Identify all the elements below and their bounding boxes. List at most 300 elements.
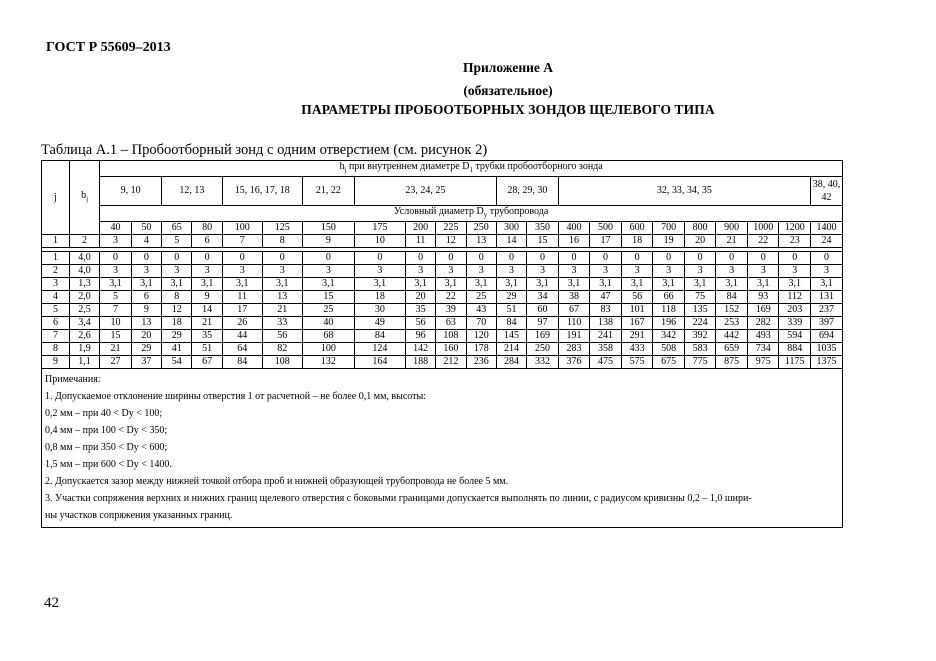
row-bj: 1,3 <box>69 278 99 291</box>
hj-value: 3,1 <box>558 278 590 291</box>
row-j: 3 <box>42 278 70 291</box>
table-row <box>42 265 843 278</box>
hj-value: 3,1 <box>405 278 435 291</box>
hj-value: 3,1 <box>684 278 716 291</box>
pipeline-diameter: 50 <box>131 222 161 235</box>
hj-value: 0 <box>262 252 302 265</box>
hj-value: 15 <box>302 291 354 304</box>
hj-value: 64 <box>222 343 262 356</box>
hj-value: 3,1 <box>100 278 132 291</box>
hj-value: 1175 <box>779 356 811 369</box>
hj-value: 3,1 <box>779 278 811 291</box>
hj-value: 51 <box>192 343 222 356</box>
hj-value: 142 <box>405 343 435 356</box>
row-bj: 2,6 <box>69 330 99 343</box>
hj-value: 49 <box>354 317 405 330</box>
hj-value: 124 <box>354 343 405 356</box>
hj-value: 0 <box>653 252 685 265</box>
hj-value: 60 <box>527 304 559 317</box>
inner-diameter-group: 21, 22 <box>302 177 354 206</box>
hj-value: 291 <box>621 330 653 343</box>
hj-value: 875 <box>716 356 748 369</box>
hj-value: 975 <box>747 356 779 369</box>
hj-value: 3 <box>747 265 779 278</box>
row-bj: 1,1 <box>69 356 99 369</box>
hj-value: 35 <box>405 304 435 317</box>
hj-value: 29 <box>162 330 192 343</box>
pipeline-diameter: 300 <box>496 222 526 235</box>
hj-value: 188 <box>405 356 435 369</box>
hj-value: 39 <box>436 304 466 317</box>
hj-value: 83 <box>590 304 622 317</box>
hj-value: 132 <box>302 356 354 369</box>
hj-value: 0 <box>527 252 559 265</box>
inner-diameter-group: 15, 16, 17, 18 <box>222 177 302 206</box>
hj-value: 3 <box>162 265 192 278</box>
hj-value: 43 <box>466 304 496 317</box>
hj-value: 3 <box>811 265 843 278</box>
column-index: 16 <box>558 235 590 248</box>
hj-value: 108 <box>436 330 466 343</box>
hj-value: 14 <box>192 304 222 317</box>
hj-value: 3,1 <box>262 278 302 291</box>
hj-value: 21 <box>262 304 302 317</box>
hj-value: 54 <box>162 356 192 369</box>
column-index: 9 <box>302 235 354 248</box>
column-index: 1 <box>42 235 70 248</box>
hj-value: 493 <box>747 330 779 343</box>
hj-value: 237 <box>811 304 843 317</box>
hj-value: 75 <box>684 291 716 304</box>
pipeline-diameter: 100 <box>222 222 262 235</box>
pipeline-diameter: 900 <box>716 222 748 235</box>
hj-value: 433 <box>621 343 653 356</box>
hj-value: 3 <box>131 265 161 278</box>
dy-header: Условный диаметр $D_y$ трубопровода <box>100 206 843 222</box>
hj-value: 3 <box>436 265 466 278</box>
hj-value: 253 <box>716 317 748 330</box>
hj-value: 3 <box>527 265 559 278</box>
column-index: 18 <box>621 235 653 248</box>
hj-value: 0 <box>716 252 748 265</box>
hj-value: 3 <box>405 265 435 278</box>
hj-value: 6 <box>131 291 161 304</box>
hj-value: 18 <box>162 317 192 330</box>
hj-value: 3 <box>302 265 354 278</box>
hj-value: 56 <box>405 317 435 330</box>
note-line: ны участков сопряжения указанных границ. <box>45 510 233 521</box>
hj-value: 169 <box>527 330 559 343</box>
hj-value: 56 <box>262 330 302 343</box>
hj-value: 3,1 <box>436 278 466 291</box>
hj-value: 20 <box>131 330 161 343</box>
hj-value: 135 <box>684 304 716 317</box>
hj-value: 734 <box>747 343 779 356</box>
note-line: 0,4 мм – при 100 < Dy < 350; <box>45 425 168 436</box>
row-j: 7 <box>42 330 70 343</box>
hj-value: 25 <box>466 291 496 304</box>
hj-value: 160 <box>436 343 466 356</box>
hj-value: 3,1 <box>527 278 559 291</box>
column-index: 11 <box>405 235 435 248</box>
hj-value: 3 <box>653 265 685 278</box>
hj-value: 63 <box>436 317 466 330</box>
hj-value: 3 <box>262 265 302 278</box>
hj-value: 3,1 <box>811 278 843 291</box>
hj-value: 3,1 <box>653 278 685 291</box>
table-row <box>42 343 843 356</box>
column-index: 12 <box>436 235 466 248</box>
hj-value: 0 <box>354 252 405 265</box>
header-row-hj <box>42 161 843 177</box>
hj-value: 12 <box>162 304 192 317</box>
hj-value: 3,1 <box>621 278 653 291</box>
hj-value: 21 <box>192 317 222 330</box>
hj-value: 3,1 <box>162 278 192 291</box>
hj-value: 203 <box>779 304 811 317</box>
hj-value: 3 <box>621 265 653 278</box>
note-line: 1. Допускаемое отклонение ширины отверстия 1 от расчетной – не более 0,1 мм, высоты: <box>45 391 427 402</box>
table-row <box>42 304 843 317</box>
column-index: 6 <box>192 235 222 248</box>
hj-value: 3 <box>192 265 222 278</box>
hj-value: 0 <box>302 252 354 265</box>
hj-value: 30 <box>354 304 405 317</box>
pipeline-diameter: 700 <box>653 222 685 235</box>
hj-value: 3 <box>100 265 132 278</box>
hj-value: 47 <box>590 291 622 304</box>
hj-value: 9 <box>131 304 161 317</box>
hj-value: 101 <box>621 304 653 317</box>
hj-value: 0 <box>436 252 466 265</box>
row-bj: 2,5 <box>69 304 99 317</box>
hj-value: 131 <box>811 291 843 304</box>
hj-value: 3,1 <box>131 278 161 291</box>
hj-value: 594 <box>779 330 811 343</box>
row-j: 9 <box>42 356 70 369</box>
hj-value: 84 <box>716 291 748 304</box>
index-row <box>42 235 843 248</box>
hj-value: 97 <box>527 317 559 330</box>
table-row <box>42 330 843 343</box>
hj-value: 67 <box>558 304 590 317</box>
hj-value: 0 <box>811 252 843 265</box>
hj-value: 0 <box>590 252 622 265</box>
column-index: 10 <box>354 235 405 248</box>
hj-value: 18 <box>354 291 405 304</box>
hj-value: 583 <box>684 343 716 356</box>
column-index: 5 <box>162 235 192 248</box>
hj-value: 3,1 <box>716 278 748 291</box>
hj-value: 3,1 <box>192 278 222 291</box>
hj-value: 93 <box>747 291 779 304</box>
notes-row <box>42 369 843 528</box>
hj-value: 8 <box>162 291 192 304</box>
hj-value: 392 <box>684 330 716 343</box>
hj-value: 212 <box>436 356 466 369</box>
pipeline-diameter: 225 <box>436 222 466 235</box>
hj-value: 21 <box>100 343 132 356</box>
hj-value: 196 <box>653 317 685 330</box>
hj-value: 33 <box>262 317 302 330</box>
hj-value: 0 <box>684 252 716 265</box>
column-index: 13 <box>466 235 496 248</box>
hj-value: 884 <box>779 343 811 356</box>
hj-value: 775 <box>684 356 716 369</box>
hj-value: 67 <box>192 356 222 369</box>
hj-value: 22 <box>436 291 466 304</box>
row-j: 4 <box>42 291 70 304</box>
appendix-heading: ПАРАМЕТРЫ ПРОБООТБОРНЫХ ЗОНДОВ ЩЕЛЕВОГО ТИПА <box>301 102 715 117</box>
pipeline-diameter: 250 <box>466 222 496 235</box>
pipeline-diameter: 125 <box>262 222 302 235</box>
hj-value: 167 <box>621 317 653 330</box>
hj-value: 339 <box>779 317 811 330</box>
standard-code: ГОСТ Р 55609–2013 <box>46 40 171 55</box>
hj-value: 7 <box>100 304 132 317</box>
hj-value: 178 <box>466 343 496 356</box>
pipeline-diameter: 40 <box>100 222 132 235</box>
appendix-title: Приложение А <box>462 60 554 75</box>
hj-value: 0 <box>192 252 222 265</box>
row-j: 2 <box>42 265 70 278</box>
hj-value: 0 <box>747 252 779 265</box>
inner-diameter-group: 32, 33, 34, 35 <box>558 177 810 206</box>
hj-value: 694 <box>811 330 843 343</box>
pipeline-diameter: 350 <box>527 222 559 235</box>
hj-value: 3 <box>354 265 405 278</box>
row-j: 6 <box>42 317 70 330</box>
hj-value: 236 <box>466 356 496 369</box>
hj-value: 20 <box>405 291 435 304</box>
column-index: 2 <box>69 235 99 248</box>
hj-value: 659 <box>716 343 748 356</box>
table-notes <box>42 369 843 528</box>
hj-value: 250 <box>527 343 559 356</box>
header-row-diameters <box>42 222 843 235</box>
hj-value: 9 <box>192 291 222 304</box>
hj-value: 575 <box>621 356 653 369</box>
hj-value: 0 <box>405 252 435 265</box>
column-index: 3 <box>100 235 132 248</box>
hj-header: $h_j$ при внутреннем диаметре $D_1$ трубки пробоотборного зонда <box>100 161 843 177</box>
column-index: 23 <box>779 235 811 248</box>
hj-value: 3 <box>496 265 526 278</box>
hj-value: 10 <box>100 317 132 330</box>
hj-value: 0 <box>621 252 653 265</box>
hj-value: 29 <box>496 291 526 304</box>
hj-value: 0 <box>222 252 262 265</box>
hj-value: 284 <box>496 356 526 369</box>
hj-value: 3,1 <box>222 278 262 291</box>
row-bj: 2,0 <box>69 291 99 304</box>
note-line: 0,2 мм – при 40 < Dy < 100; <box>45 408 163 419</box>
hj-value: 397 <box>811 317 843 330</box>
inner-diameter-group: 23, 24, 25 <box>354 177 496 206</box>
notes-title: Примечания: <box>45 374 101 385</box>
column-j-header: j <box>42 161 70 235</box>
hj-value: 358 <box>590 343 622 356</box>
hj-value: 108 <box>262 356 302 369</box>
row-j: 1 <box>42 252 70 265</box>
hj-value: 0 <box>779 252 811 265</box>
column-index: 7 <box>222 235 262 248</box>
hj-value: 3 <box>558 265 590 278</box>
hj-value: 37 <box>131 356 161 369</box>
hj-value: 376 <box>558 356 590 369</box>
column-index: 14 <box>496 235 526 248</box>
hj-value: 442 <box>716 330 748 343</box>
parameters-table <box>41 160 843 528</box>
pipeline-diameter: 500 <box>590 222 622 235</box>
hj-value: 68 <box>302 330 354 343</box>
hj-value: 3,1 <box>354 278 405 291</box>
hj-value: 1035 <box>811 343 843 356</box>
inner-diameter-group: 9, 10 <box>100 177 162 206</box>
hj-value: 0 <box>131 252 161 265</box>
hj-value: 13 <box>262 291 302 304</box>
row-bj: 4,0 <box>69 265 99 278</box>
hj-value: 29 <box>131 343 161 356</box>
hj-value: 145 <box>496 330 526 343</box>
pipeline-diameter: 65 <box>162 222 192 235</box>
table-row <box>42 317 843 330</box>
hj-value: 40 <box>302 317 354 330</box>
hj-value: 191 <box>558 330 590 343</box>
hj-value: 138 <box>590 317 622 330</box>
table-row <box>42 278 843 291</box>
pipeline-diameter: 150 <box>302 222 354 235</box>
hj-value: 27 <box>100 356 132 369</box>
hj-value: 51 <box>496 304 526 317</box>
hj-value: 118 <box>653 304 685 317</box>
hj-value: 3 <box>466 265 496 278</box>
hj-value: 5 <box>100 291 132 304</box>
hj-value: 224 <box>684 317 716 330</box>
hj-value: 56 <box>621 291 653 304</box>
table-row <box>42 356 843 369</box>
hj-value: 282 <box>747 317 779 330</box>
hj-value: 3 <box>684 265 716 278</box>
hj-value: 3,1 <box>302 278 354 291</box>
pipeline-diameter: 1200 <box>779 222 811 235</box>
column-index: 8 <box>262 235 302 248</box>
table-row <box>42 291 843 304</box>
hj-value: 66 <box>653 291 685 304</box>
hj-value: 342 <box>653 330 685 343</box>
hj-value: 34 <box>527 291 559 304</box>
hj-value: 3,1 <box>747 278 779 291</box>
note-line: 0,8 мм – при 350 < Dy < 600; <box>45 442 168 453</box>
table-caption: Таблица А.1 – Пробоотборный зонд с одним отверстием (см. рисунок 2) <box>41 142 488 158</box>
hj-value: 214 <box>496 343 526 356</box>
column-index: 22 <box>747 235 779 248</box>
hj-value: 3,1 <box>466 278 496 291</box>
pipeline-diameter: 1000 <box>747 222 779 235</box>
hj-value: 164 <box>354 356 405 369</box>
hj-value: 100 <box>302 343 354 356</box>
hj-value: 3 <box>222 265 262 278</box>
pipeline-diameter: 600 <box>621 222 653 235</box>
hj-value: 120 <box>466 330 496 343</box>
header-row-dy <box>42 206 843 222</box>
hj-value: 0 <box>496 252 526 265</box>
row-bj: 3,4 <box>69 317 99 330</box>
hj-value: 82 <box>262 343 302 356</box>
hj-value: 3 <box>590 265 622 278</box>
hj-value: 11 <box>222 291 262 304</box>
column-index: 4 <box>131 235 161 248</box>
hj-value: 112 <box>779 291 811 304</box>
column-index: 21 <box>716 235 748 248</box>
hj-value: 508 <box>653 343 685 356</box>
hj-value: 3 <box>716 265 748 278</box>
hj-value: 26 <box>222 317 262 330</box>
hj-value: 35 <box>192 330 222 343</box>
row-bj: 1,9 <box>69 343 99 356</box>
hj-value: 0 <box>100 252 132 265</box>
page-number: 42 <box>44 595 59 611</box>
header-row-groups <box>42 177 843 206</box>
hj-value: 15 <box>100 330 132 343</box>
hj-value: 3,1 <box>590 278 622 291</box>
note-line: 3. Участки сопряжения верхних и нижних границ щелевого отверстия с боковыми границами допускается выполнять по линии, с радиусом кривизны 0,2 – 1,0 шири- <box>45 493 752 504</box>
column-index: 24 <box>811 235 843 248</box>
inner-diameter-group: 12, 13 <box>162 177 223 206</box>
row-j: 5 <box>42 304 70 317</box>
row-j: 8 <box>42 343 70 356</box>
hj-value: 13 <box>131 317 161 330</box>
column-index: 20 <box>684 235 716 248</box>
hj-value: 110 <box>558 317 590 330</box>
hj-value: 44 <box>222 330 262 343</box>
hj-value: 17 <box>222 304 262 317</box>
table-row <box>42 252 843 265</box>
column-index: 17 <box>590 235 622 248</box>
pipeline-diameter: 1400 <box>811 222 843 235</box>
hj-value: 475 <box>590 356 622 369</box>
pipeline-diameter: 200 <box>405 222 435 235</box>
hj-value: 84 <box>222 356 262 369</box>
pipeline-diameter: 800 <box>684 222 716 235</box>
pipeline-diameter: 80 <box>192 222 222 235</box>
hj-value: 152 <box>716 304 748 317</box>
hj-value: 0 <box>558 252 590 265</box>
appendix-status: (обязательное) <box>463 83 553 98</box>
column-bj-header: $b_j$ <box>69 161 99 235</box>
pipeline-diameter: 175 <box>354 222 405 235</box>
note-line: 2. Допускается зазор между нижней точкой отбора проб и нижней образующей трубопровода не более 5 мм. <box>45 476 509 487</box>
hj-value: 3 <box>779 265 811 278</box>
hj-value: 283 <box>558 343 590 356</box>
hj-value: 332 <box>527 356 559 369</box>
hj-value: 1375 <box>811 356 843 369</box>
column-index: 19 <box>653 235 685 248</box>
hj-value: 41 <box>162 343 192 356</box>
row-bj: 4,0 <box>69 252 99 265</box>
column-index: 15 <box>527 235 559 248</box>
hj-value: 0 <box>162 252 192 265</box>
hj-value: 84 <box>496 317 526 330</box>
hj-value: 169 <box>747 304 779 317</box>
hj-value: 25 <box>302 304 354 317</box>
inner-diameter-group: 38, 40, 42 <box>811 177 843 206</box>
hj-value: 3,1 <box>496 278 526 291</box>
hj-value: 38 <box>558 291 590 304</box>
hj-value: 0 <box>466 252 496 265</box>
hj-value: 675 <box>653 356 685 369</box>
hj-value: 70 <box>466 317 496 330</box>
